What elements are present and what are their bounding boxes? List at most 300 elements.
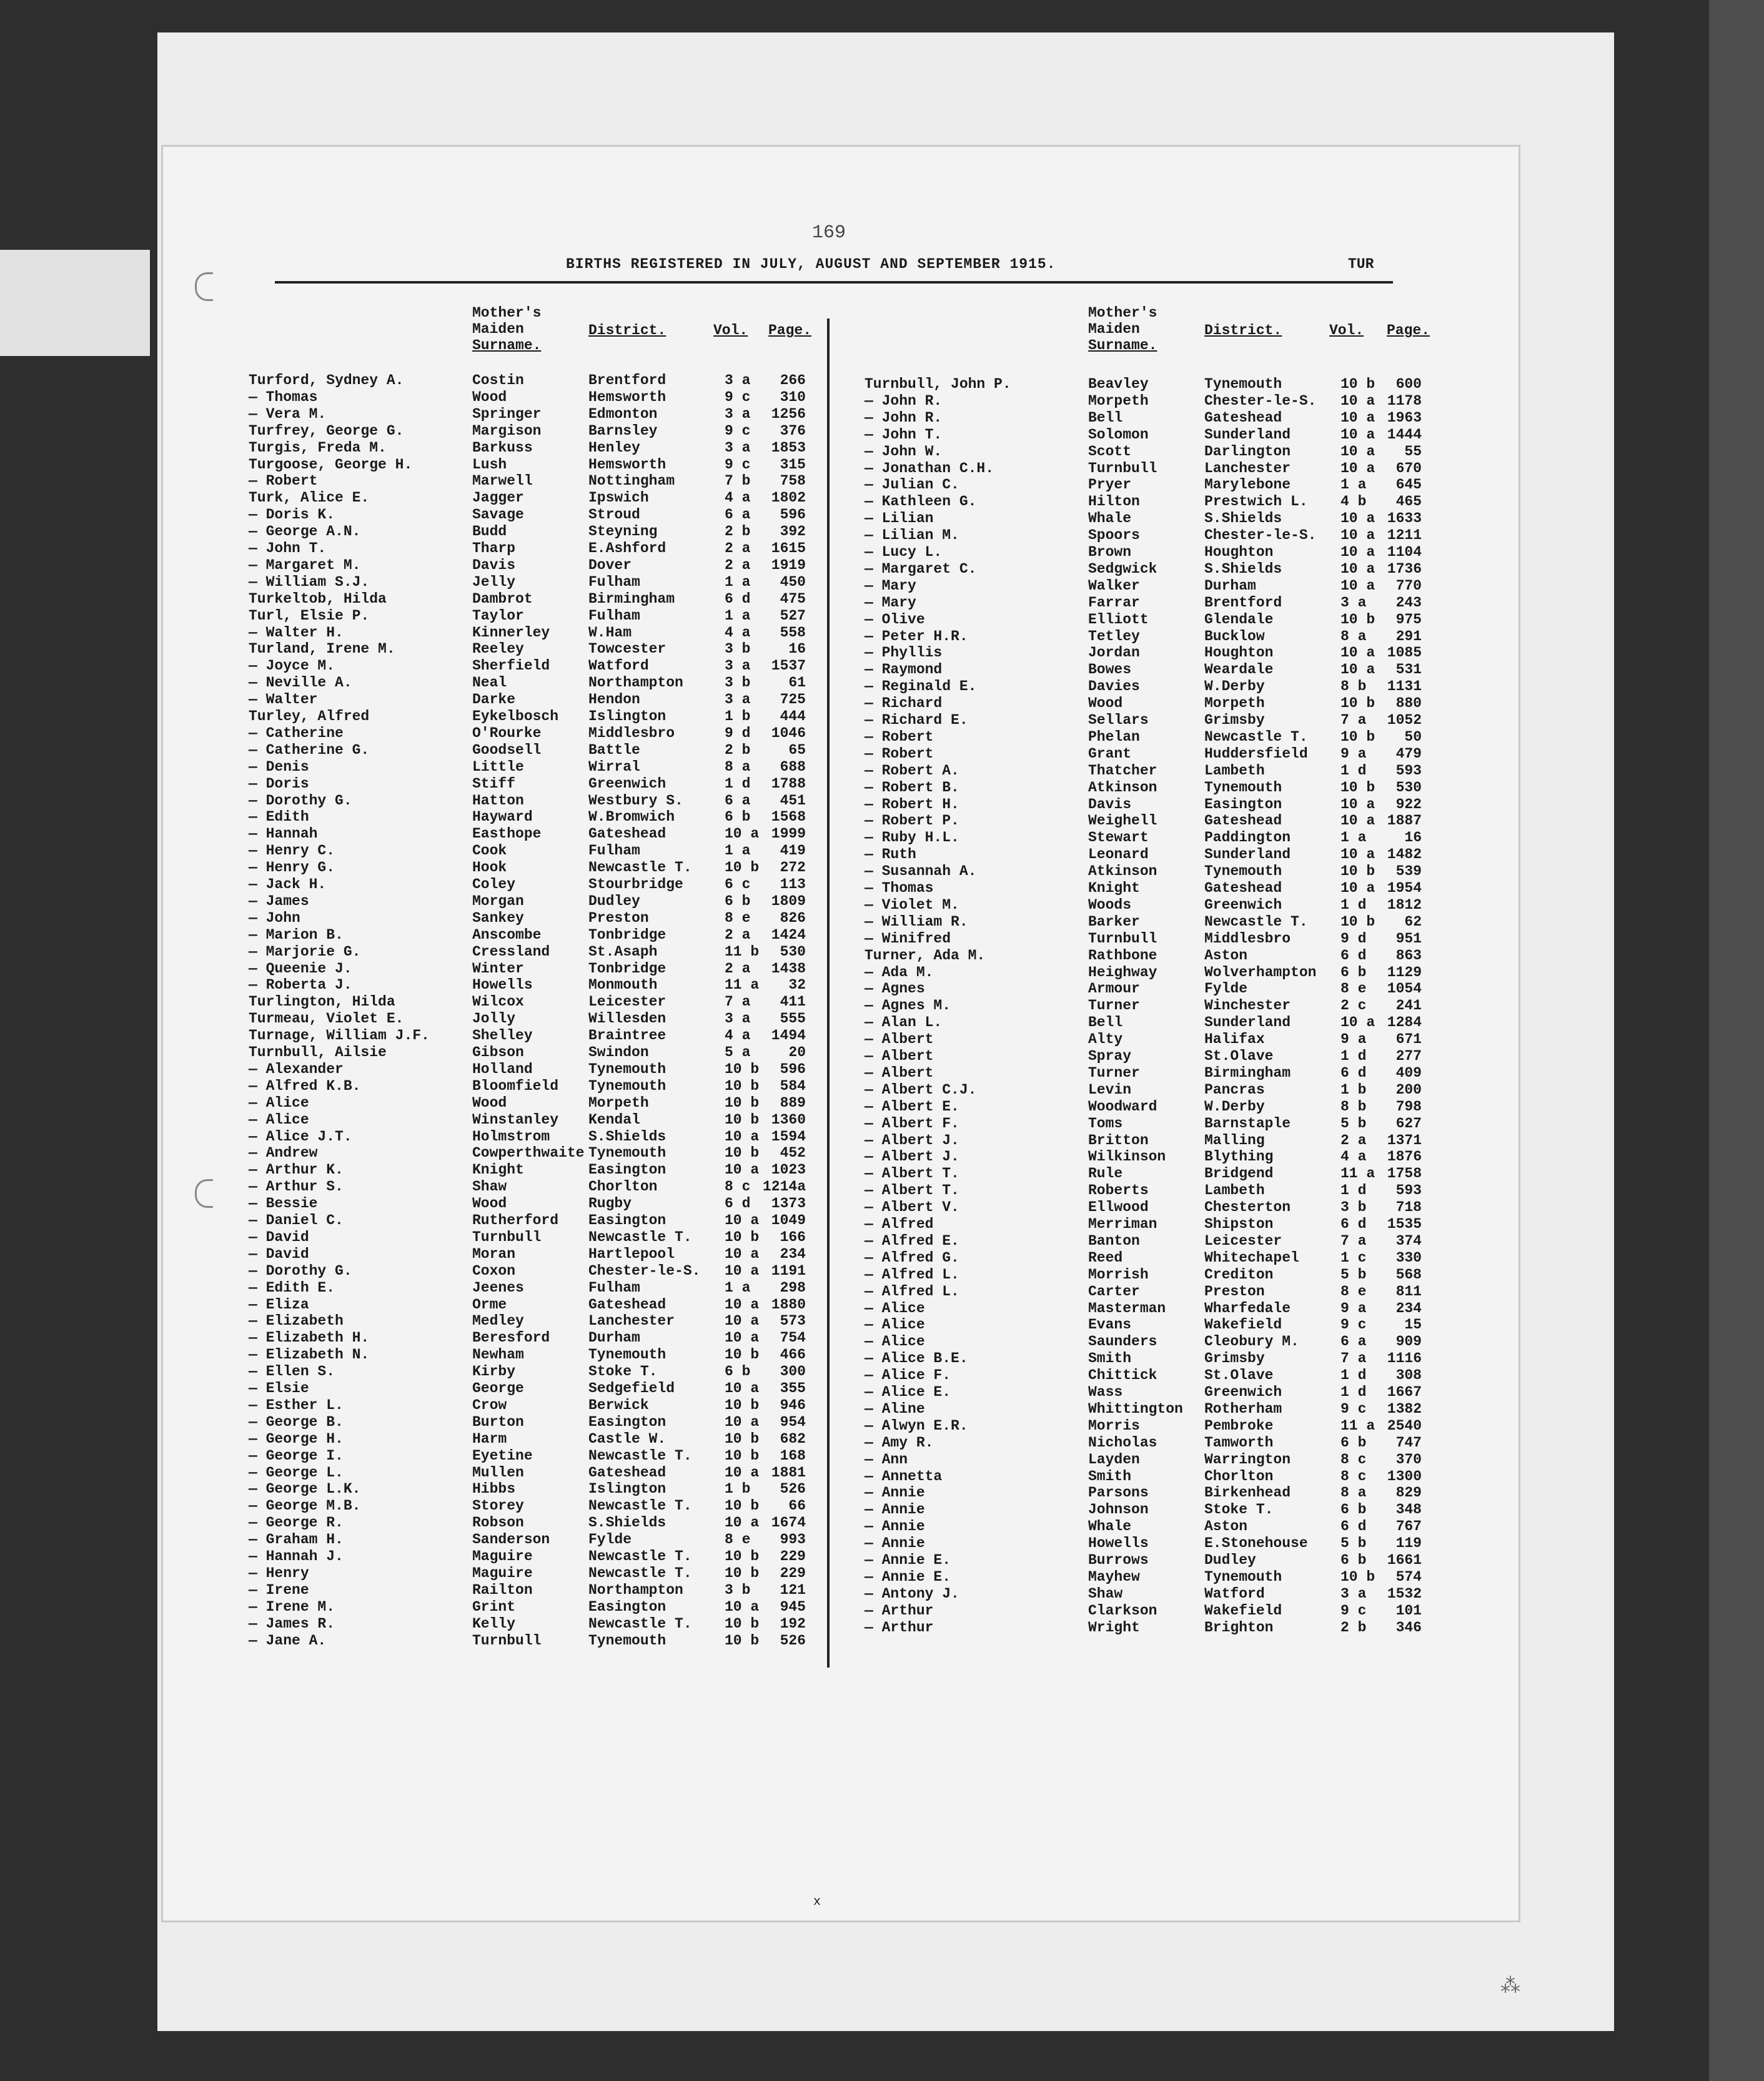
child-name: — Graham H. bbox=[249, 1531, 344, 1548]
mother-maiden-surname: Lush bbox=[472, 456, 507, 473]
child-name: — Alice F. bbox=[865, 1367, 951, 1384]
page-ref: 1876 bbox=[1387, 1149, 1422, 1165]
page-ref: 272 bbox=[780, 859, 806, 876]
volume: 7 a bbox=[1340, 1350, 1367, 1367]
registration-district: Ipswich bbox=[588, 490, 649, 507]
registration-district: Bridgend bbox=[1204, 1165, 1274, 1182]
registration-district: Lanchester bbox=[1204, 460, 1291, 477]
volume: 5 b bbox=[1340, 1115, 1367, 1132]
page-ref: 1537 bbox=[771, 658, 806, 675]
volume: 8 b bbox=[1340, 678, 1367, 695]
registration-district: Battle bbox=[588, 741, 640, 758]
mother-maiden-surname: Woodward bbox=[1088, 1098, 1157, 1115]
volume: 11 b bbox=[725, 943, 760, 960]
surname-code: TUR bbox=[1348, 256, 1374, 272]
mother-maiden-surname: Elliott bbox=[1088, 611, 1149, 628]
registration-district: S.Shields bbox=[588, 1515, 666, 1531]
registration-district: Blything bbox=[1204, 1149, 1274, 1165]
child-name: — Vera M. bbox=[249, 405, 327, 422]
child-name: — John bbox=[249, 909, 300, 926]
child-name: — Amy R. bbox=[865, 1434, 934, 1451]
child-name: — Roberta J. bbox=[249, 977, 352, 994]
registration-district: Houghton bbox=[1204, 645, 1274, 661]
volume: 2 b bbox=[1340, 1619, 1367, 1636]
mother-maiden-surname: Wilkinson bbox=[1088, 1149, 1166, 1165]
page-header: Page. bbox=[1387, 322, 1430, 339]
registration-district: Preston bbox=[1204, 1283, 1265, 1300]
volume: 1 a bbox=[1340, 477, 1367, 493]
volume: 10 a bbox=[1340, 527, 1375, 544]
mother-maiden-surname: Barkuss bbox=[472, 439, 533, 456]
page-ref: 298 bbox=[780, 1279, 806, 1296]
mother-maiden-surname: Rathbone bbox=[1088, 947, 1157, 964]
registration-district: W.Ham bbox=[588, 624, 632, 641]
registration-district: Kendal bbox=[588, 1111, 640, 1128]
page-ref: 880 bbox=[1395, 695, 1422, 712]
child-name: — Neville A. bbox=[249, 675, 352, 691]
volume: 10 b bbox=[1340, 913, 1375, 930]
child-name: — Alice bbox=[865, 1300, 925, 1317]
volume: 10 b bbox=[725, 1060, 760, 1077]
child-name: — Arthur S. bbox=[249, 1179, 344, 1195]
mother-maiden-surname: Morgan bbox=[472, 892, 524, 909]
child-name: — Albert J. bbox=[865, 1132, 959, 1149]
child-name: — Robert B. bbox=[865, 779, 959, 796]
child-name: — Irene M. bbox=[249, 1598, 335, 1615]
registration-district: Towcester bbox=[588, 641, 666, 658]
registration-district: Nottingham bbox=[588, 473, 675, 490]
registration-district: S.Shields bbox=[1204, 510, 1282, 527]
page-ref: 1054 bbox=[1387, 981, 1422, 997]
child-name: Turmeau, Violet E. bbox=[249, 1011, 404, 1027]
footer-mark: x bbox=[813, 1895, 821, 1909]
mother-maiden-surname: Smith bbox=[1088, 1350, 1132, 1367]
registration-district: Prestwich L. bbox=[1204, 493, 1308, 510]
mother-maiden-surname: Dambrot bbox=[472, 590, 533, 607]
child-name: — Annie bbox=[865, 1485, 925, 1501]
mother-maiden-surname: Britton bbox=[1088, 1132, 1149, 1149]
page-ref: 1568 bbox=[771, 809, 806, 826]
mother-maiden-surname: Toms bbox=[1088, 1115, 1123, 1132]
mother-maiden-surname: Jeenes bbox=[472, 1279, 524, 1296]
mother-maiden-surname: Barker bbox=[1088, 913, 1140, 930]
registration-district: Fulham bbox=[588, 843, 640, 859]
child-name: — Eliza bbox=[249, 1296, 309, 1313]
child-name: — Annie E. bbox=[865, 1552, 951, 1568]
child-name: — Marjorie G. bbox=[249, 943, 361, 960]
registration-district: Islington bbox=[588, 1481, 666, 1498]
mother-maiden-surname: Reed bbox=[1088, 1249, 1123, 1266]
child-name: — George M.B. bbox=[249, 1498, 361, 1515]
registration-district: Tynemouth bbox=[588, 1077, 666, 1094]
registration-district: Fulham bbox=[588, 1279, 640, 1296]
child-name: — Arthur bbox=[865, 1602, 934, 1619]
volume: 10 b bbox=[725, 1228, 760, 1245]
mother-maiden-surname: Rule bbox=[1088, 1165, 1123, 1182]
page-ref: 16 bbox=[1404, 829, 1422, 846]
child-name: — James bbox=[249, 892, 309, 909]
volume: 2 b bbox=[725, 741, 751, 758]
page-ref: 671 bbox=[1395, 1031, 1422, 1048]
page-ref: 826 bbox=[780, 909, 806, 926]
child-name: — Albert V. bbox=[865, 1199, 959, 1216]
volume: 3 a bbox=[725, 372, 751, 388]
child-name: — William R. bbox=[865, 913, 968, 930]
page-ref: 767 bbox=[1395, 1518, 1422, 1535]
volume: 9 c bbox=[1340, 1400, 1367, 1417]
volume: 10 b bbox=[1340, 863, 1375, 880]
child-name: — Thomas bbox=[865, 880, 934, 896]
registration-district: Northampton bbox=[588, 1581, 683, 1598]
volume: 9 c bbox=[725, 422, 751, 439]
child-name: — Denis bbox=[249, 758, 309, 775]
mother-maiden-surname: Hayward bbox=[472, 809, 533, 826]
registration-district: Gateshead bbox=[588, 1296, 666, 1313]
page-ref: 798 bbox=[1395, 1098, 1422, 1115]
registration-district: Tynemouth bbox=[588, 1632, 666, 1649]
registration-district: Middlesbro bbox=[588, 724, 675, 741]
child-name: — John T. bbox=[865, 426, 943, 443]
mother-maiden-surname: Farrar bbox=[1088, 594, 1140, 611]
mother-maiden-surname: Merriman bbox=[1088, 1216, 1157, 1232]
mother-maiden-surname: Shaw bbox=[1088, 1585, 1123, 1602]
registration-district: Lanchester bbox=[588, 1313, 675, 1330]
registration-district: Sunderland bbox=[1204, 846, 1291, 863]
registration-district: Easington bbox=[588, 1212, 666, 1228]
mother-maiden-surname: Sherfield bbox=[472, 658, 550, 675]
registration-district: Gateshead bbox=[1204, 880, 1282, 896]
child-name: — Agnes M. bbox=[865, 997, 951, 1014]
mother-header-line2: Maiden bbox=[1088, 321, 1140, 337]
page-ref: 348 bbox=[1395, 1501, 1422, 1518]
child-name: — Henry C. bbox=[249, 843, 335, 859]
page-ref: 465 bbox=[1395, 493, 1422, 510]
registration-district: Whitechapel bbox=[1204, 1249, 1299, 1266]
volume: 6 b bbox=[1340, 964, 1367, 981]
child-name: — George B. bbox=[249, 1413, 344, 1430]
registration-district: Middlesbro bbox=[1204, 930, 1291, 947]
child-name: — Lilian bbox=[865, 510, 934, 527]
volume: 3 a bbox=[725, 439, 751, 456]
volume: 10 a bbox=[725, 826, 760, 843]
page-ref: 370 bbox=[1395, 1451, 1422, 1468]
volume: 7 a bbox=[1340, 712, 1367, 728]
volume: 5 a bbox=[725, 1044, 751, 1060]
page-ref: 1046 bbox=[771, 724, 806, 741]
child-name: — Alwyn E.R. bbox=[865, 1417, 968, 1434]
registration-district: Gateshead bbox=[588, 1464, 666, 1481]
volume: 2 a bbox=[725, 960, 751, 977]
registration-district: Leicester bbox=[588, 994, 666, 1011]
volume: 10 b bbox=[1340, 376, 1375, 392]
page-ref: 1438 bbox=[771, 960, 806, 977]
mother-maiden-surname: Wood bbox=[1088, 695, 1123, 712]
child-name: — Annie E. bbox=[865, 1568, 951, 1585]
mother-maiden-surname: Saunders bbox=[1088, 1333, 1157, 1350]
registration-district: Darlington bbox=[1204, 443, 1291, 460]
volume: 10 b bbox=[725, 1347, 760, 1363]
page-ref: 1615 bbox=[771, 540, 806, 556]
child-name: — Alice J.T. bbox=[249, 1128, 352, 1145]
child-name: — George I. bbox=[249, 1447, 344, 1464]
mother-maiden-surname: Hatton bbox=[472, 792, 524, 809]
mother-maiden-surname: Stiff bbox=[472, 775, 516, 792]
page-ref: 584 bbox=[780, 1077, 806, 1094]
volume: 8 a bbox=[1340, 1485, 1367, 1501]
page-ref: 1382 bbox=[1387, 1400, 1422, 1417]
page-ref: 1214a bbox=[762, 1179, 806, 1195]
child-name: — Alfred L. bbox=[865, 1266, 959, 1283]
child-name: — Daniel C. bbox=[249, 1212, 344, 1228]
mother-maiden-surname: Phelan bbox=[1088, 728, 1140, 745]
page-ref: 1256 bbox=[771, 405, 806, 422]
page-ref: 330 bbox=[1395, 1249, 1422, 1266]
page-ref: 376 bbox=[780, 422, 806, 439]
mother-maiden-surname: Morpeth bbox=[1088, 392, 1149, 409]
volume: 3 b bbox=[725, 641, 751, 658]
volume: 10 b bbox=[725, 1447, 760, 1464]
mother-maiden-surname: Knight bbox=[472, 1162, 524, 1179]
child-name: — Edith E. bbox=[249, 1279, 335, 1296]
registration-district: Tynemouth bbox=[1204, 863, 1282, 880]
child-name: — John R. bbox=[865, 409, 943, 426]
volume: 10 a bbox=[1340, 796, 1375, 813]
child-name: — Doris bbox=[249, 775, 309, 792]
page-ref: 530 bbox=[780, 943, 806, 960]
volume: 10 a bbox=[1340, 846, 1375, 863]
page-ref: 718 bbox=[1395, 1199, 1422, 1216]
registration-district: Shipston bbox=[1204, 1216, 1274, 1232]
mother-maiden-surname: Armour bbox=[1088, 981, 1140, 997]
registration-district: Houghton bbox=[1204, 544, 1274, 560]
volume: 10 b bbox=[1340, 1568, 1375, 1585]
page-header: Page. bbox=[768, 322, 812, 339]
mother-header-line3: Surname. bbox=[1088, 337, 1157, 353]
volume: 1 b bbox=[725, 1481, 751, 1498]
child-name: — Alice bbox=[249, 1094, 309, 1111]
registration-district: Hartlepool bbox=[588, 1245, 675, 1262]
volume: 3 b bbox=[725, 1581, 751, 1598]
page-ref: 1802 bbox=[771, 490, 806, 507]
page-ref: 627 bbox=[1395, 1115, 1422, 1132]
volume: 9 a bbox=[1340, 1031, 1367, 1048]
registration-district: Edmonton bbox=[588, 405, 658, 422]
child-name: — Alan L. bbox=[865, 1014, 943, 1031]
mother-maiden-surname: Walker bbox=[1088, 577, 1140, 594]
vol-header: Vol. bbox=[713, 322, 748, 339]
registration-district: St.Asaph bbox=[588, 943, 658, 960]
page-ref: 374 bbox=[1395, 1232, 1422, 1249]
volume: 9 c bbox=[725, 388, 751, 405]
page-ref: 725 bbox=[780, 691, 806, 708]
page-ref: 466 bbox=[780, 1347, 806, 1363]
registration-district: Winchester bbox=[1204, 997, 1291, 1014]
child-name: — Jonathan C.H. bbox=[865, 460, 994, 477]
mother-maiden-surname: Kirby bbox=[472, 1363, 516, 1380]
page-ref: 168 bbox=[780, 1447, 806, 1464]
volume: 2 a bbox=[1340, 1132, 1367, 1149]
mother-maiden-surname: Spray bbox=[1088, 1048, 1132, 1064]
page-ref: 450 bbox=[780, 573, 806, 590]
registration-district: Braintree bbox=[588, 1027, 666, 1044]
registration-district: Easington bbox=[588, 1598, 666, 1615]
child-name: — Dorothy G. bbox=[249, 1262, 352, 1279]
mother-maiden-surname: Grint bbox=[472, 1598, 516, 1615]
child-name: — Annetta bbox=[865, 1468, 943, 1485]
child-name: — William S.J. bbox=[249, 573, 370, 590]
child-name: — Richard bbox=[865, 695, 943, 712]
volume: 10 a bbox=[725, 1413, 760, 1430]
mother-maiden-surname: Wright bbox=[1088, 1619, 1140, 1636]
page-ref: 300 bbox=[780, 1363, 806, 1380]
child-name: — Robert bbox=[865, 728, 934, 745]
volume: 6 c bbox=[725, 876, 751, 892]
child-name: — Alfred bbox=[865, 1216, 934, 1232]
child-name: — Ruth bbox=[865, 846, 916, 863]
registration-district: Gateshead bbox=[1204, 409, 1282, 426]
child-name: — Richard E. bbox=[865, 712, 968, 728]
child-name: — Margaret M. bbox=[249, 556, 361, 573]
volume: 11 a bbox=[725, 977, 760, 994]
page-ref: 266 bbox=[780, 372, 806, 388]
registration-district: Rugby bbox=[588, 1195, 632, 1212]
mother-maiden-surname: Goodsell bbox=[472, 741, 542, 758]
mother-maiden-surname: Evans bbox=[1088, 1317, 1132, 1333]
page-ref: 1535 bbox=[1387, 1216, 1422, 1232]
registration-district: Stoke T. bbox=[588, 1363, 658, 1380]
child-name: — Hannah bbox=[249, 826, 318, 843]
registration-district: Easington bbox=[588, 1413, 666, 1430]
page-ref: 1736 bbox=[1387, 560, 1422, 577]
mother-maiden-surname: Winter bbox=[472, 960, 524, 977]
child-name: — Robert H. bbox=[865, 796, 959, 813]
mother-maiden-surname: Eykelbosch bbox=[472, 708, 559, 724]
mother-maiden-surname: Medley bbox=[472, 1313, 524, 1330]
page-ref: 229 bbox=[780, 1564, 806, 1581]
volume: 1 d bbox=[1340, 1048, 1367, 1064]
volume: 10 b bbox=[725, 1094, 760, 1111]
page-ref: 573 bbox=[780, 1313, 806, 1330]
registration-district: Birmingham bbox=[1204, 1064, 1291, 1081]
volume: 3 b bbox=[725, 675, 751, 691]
registration-district: Glendale bbox=[1204, 611, 1274, 628]
mother-maiden-surname: Tharp bbox=[472, 540, 516, 556]
mother-maiden-surname: Layden bbox=[1088, 1451, 1140, 1468]
child-name: — Alice bbox=[249, 1111, 309, 1128]
mother-maiden-surname: Budd bbox=[472, 523, 507, 540]
page-ref: 770 bbox=[1395, 577, 1422, 594]
volume: 8 e bbox=[725, 1531, 751, 1548]
child-name: — Alice bbox=[865, 1333, 925, 1350]
child-name: — Joyce M. bbox=[249, 658, 335, 675]
mother-maiden-surname: Whale bbox=[1088, 1518, 1132, 1535]
volume: 10 a bbox=[1340, 510, 1375, 527]
child-name: — Mary bbox=[865, 594, 916, 611]
volume: 10 a bbox=[725, 1598, 760, 1615]
registration-district: E.Ashford bbox=[588, 540, 666, 556]
volume: 6 b bbox=[1340, 1501, 1367, 1518]
child-name: — Julian C. bbox=[865, 477, 959, 493]
volume: 9 a bbox=[1340, 745, 1367, 762]
page-ref: 688 bbox=[780, 758, 806, 775]
page-ref: 1360 bbox=[771, 1111, 806, 1128]
volume: 10 a bbox=[725, 1245, 760, 1262]
child-name: Turlington, Hilda bbox=[249, 994, 395, 1011]
volume: 6 b bbox=[725, 1363, 751, 1380]
child-name: — Lucy L. bbox=[865, 544, 943, 560]
volume: 9 a bbox=[1340, 1300, 1367, 1317]
child-name: — Annie bbox=[865, 1518, 925, 1535]
mother-maiden-surname: Springer bbox=[472, 405, 542, 422]
volume: 1 b bbox=[1340, 1081, 1367, 1098]
child-name: — Ellen S. bbox=[249, 1363, 335, 1380]
registration-district: Gateshead bbox=[588, 826, 666, 843]
volume: 10 a bbox=[1340, 880, 1375, 896]
mother-maiden-surname: Turnbull bbox=[1088, 930, 1157, 947]
volume: 10 a bbox=[1340, 392, 1375, 409]
page-ref: 1788 bbox=[771, 775, 806, 792]
registration-district: Dover bbox=[588, 556, 632, 573]
mother-maiden-surname: Spoors bbox=[1088, 527, 1140, 544]
child-name: — Albert bbox=[865, 1064, 934, 1081]
mother-maiden-surname: Whale bbox=[1088, 510, 1132, 527]
page-ref: 1444 bbox=[1387, 426, 1422, 443]
page-ref: 1880 bbox=[771, 1296, 806, 1313]
page-ref: 811 bbox=[1395, 1283, 1422, 1300]
registration-district: Morpeth bbox=[1204, 695, 1265, 712]
child-name: — Raymond bbox=[865, 661, 943, 678]
volume: 2 a bbox=[725, 556, 751, 573]
mother-maiden-surname: Stewart bbox=[1088, 829, 1149, 846]
mother-maiden-surname: Wood bbox=[472, 1094, 507, 1111]
registration-district: W.Bromwich bbox=[588, 809, 675, 826]
volume: 10 b bbox=[725, 1396, 760, 1413]
volume: 1 d bbox=[1340, 762, 1367, 779]
child-name: — Aline bbox=[865, 1400, 925, 1417]
child-name: — Lilian M. bbox=[865, 527, 959, 544]
page-ref: 32 bbox=[788, 977, 806, 994]
mother-maiden-surname: Robson bbox=[472, 1515, 524, 1531]
mother-maiden-surname: Bell bbox=[1088, 1014, 1123, 1031]
volume: 1 c bbox=[1340, 1249, 1367, 1266]
page-ref: 1052 bbox=[1387, 712, 1422, 728]
child-name: Turner, Ada M. bbox=[865, 947, 986, 964]
mother-maiden-surname: Turnbull bbox=[472, 1632, 542, 1649]
volume: 11 a bbox=[1340, 1417, 1375, 1434]
page-ref: 451 bbox=[780, 792, 806, 809]
page-title: BIRTHS REGISTERED IN JULY, AUGUST AND SEPTEMBER 1915. bbox=[566, 256, 1056, 272]
registration-district: Wakefield bbox=[1204, 1602, 1282, 1619]
registration-district: Chester-le-S. bbox=[1204, 392, 1317, 409]
child-name: — David bbox=[249, 1245, 309, 1262]
child-name: — Alfred G. bbox=[865, 1249, 959, 1266]
registration-district: Watford bbox=[1204, 1585, 1265, 1602]
mother-maiden-surname: Gibson bbox=[472, 1044, 524, 1060]
child-name: — Robert bbox=[249, 473, 318, 490]
registration-district: Leicester bbox=[1204, 1232, 1282, 1249]
page-ref: 166 bbox=[780, 1228, 806, 1245]
registration-district: Tonbridge bbox=[588, 926, 666, 943]
child-name: — Walter H. bbox=[249, 624, 344, 641]
mother-maiden-surname: Wass bbox=[1088, 1384, 1123, 1400]
registration-district: Crediton bbox=[1204, 1266, 1274, 1283]
child-name: — Alfred K.B. bbox=[249, 1077, 361, 1094]
registration-district: Brentford bbox=[588, 372, 666, 388]
mother-maiden-surname: Taylor bbox=[472, 607, 524, 624]
registration-district: Steyning bbox=[588, 523, 658, 540]
volume: 6 a bbox=[1340, 1333, 1367, 1350]
child-name: — Catherine G. bbox=[249, 741, 370, 758]
